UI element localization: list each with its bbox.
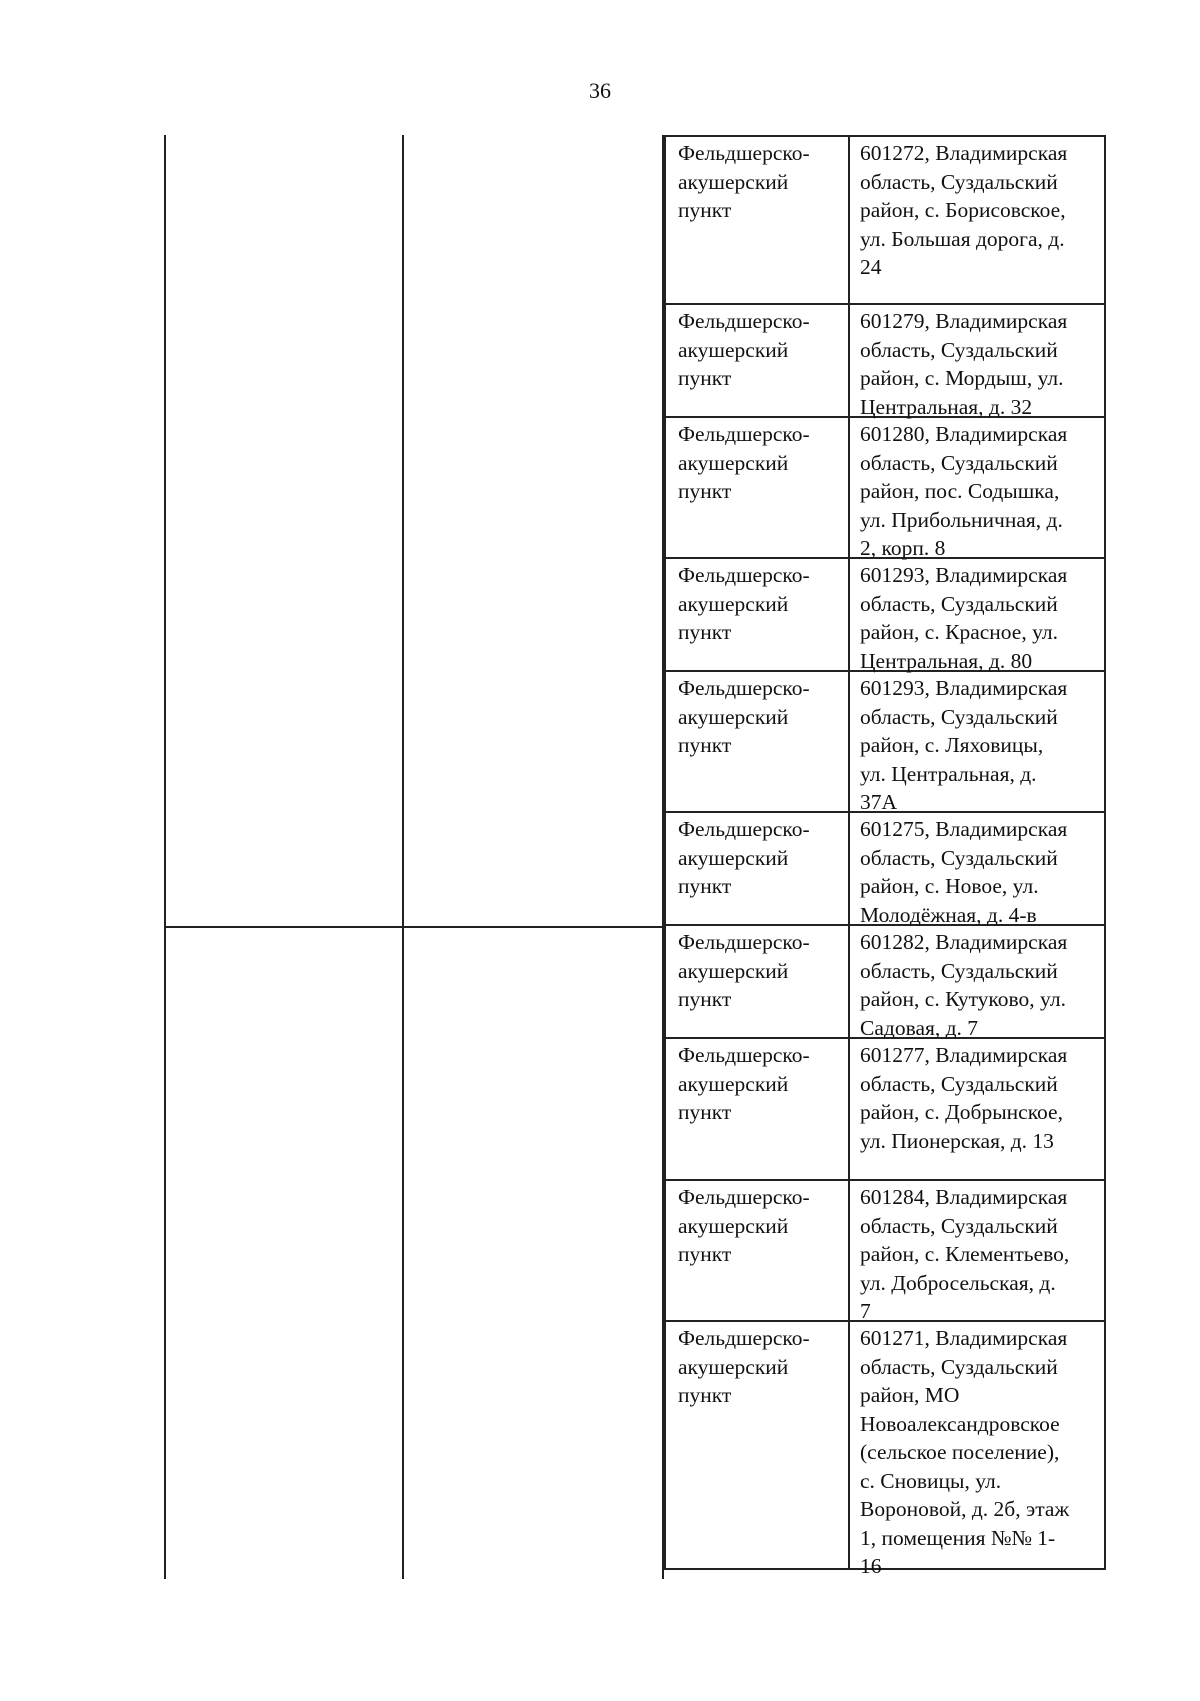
facility-address-line: 601271, Владимирская — [860, 1326, 1068, 1350]
facility-address-line: район, с. Ляховицы, — [860, 733, 1044, 757]
facility-type-cell — [666, 418, 850, 557]
table-row — [664, 1320, 1106, 1578]
facility-address-line: область, Суздальский — [860, 1071, 1058, 1096]
facility-address-line: 601279, Владимирская — [860, 309, 1068, 333]
facility-address-line: ул. Центральная, д. — [860, 761, 1037, 786]
facility-type-line: акушерский — [678, 845, 789, 870]
facility-address-line: область, Суздальский — [860, 450, 1058, 475]
facility-address-line: 7 — [860, 1299, 871, 1323]
facility-address-cell — [850, 1039, 1104, 1179]
facility-address-line: 601280, Владимирская — [860, 422, 1068, 446]
facility-type-line: Фельдшерско- — [678, 1326, 810, 1350]
facility-address-line: район, с. Новое, ул. — [860, 874, 1039, 898]
facility-type-line: пункт — [678, 1100, 732, 1124]
facility-type-line: Фельдшерско- — [678, 930, 810, 954]
facility-type-line: пункт — [678, 733, 732, 757]
facility-type-line: пункт — [678, 198, 732, 222]
facility-address-cell — [850, 672, 1104, 814]
facility-type-line: акушерский — [678, 337, 789, 362]
facility-type-line: акушерский — [678, 591, 789, 616]
facility-type-cell — [666, 1322, 850, 1568]
facility-type-cell — [666, 1039, 850, 1179]
facility-address-line: Новоалександровское — [860, 1411, 1060, 1436]
facility-address-cell — [850, 137, 1104, 303]
facility-address-line: область, Суздальский — [860, 337, 1058, 362]
facility-type-line: акушерский — [678, 1071, 789, 1096]
facility-type-line: Фельдшерско- — [678, 141, 810, 165]
table-row — [664, 811, 1106, 927]
table-row — [664, 416, 1106, 560]
table-row — [664, 303, 1106, 419]
facility-address-line: 2, корп. 8 — [860, 536, 946, 560]
facility-address-line: район, с. Клементьево, — [860, 1242, 1070, 1266]
facility-type-cell — [666, 813, 850, 924]
facility-type-cell — [666, 926, 850, 1037]
facility-address-line: Центральная, д. 32 — [860, 394, 1033, 419]
group-divider-line — [164, 926, 664, 928]
facility-address-line: область, Суздальский — [860, 1213, 1058, 1238]
facility-address-cell — [850, 926, 1104, 1040]
facility-address-line: район, с. Кутуково, ул. — [860, 987, 1066, 1011]
facility-address-line: область, Суздальский — [860, 958, 1058, 983]
table-row — [664, 1179, 1106, 1323]
facility-type-line: Фельдшерско- — [678, 1185, 810, 1209]
facility-address-line: район, с. Мордыш, ул. — [860, 366, 1064, 390]
facility-type-line: Фельдшерско- — [678, 1043, 810, 1067]
facility-address-line: с. Сновицы, ул. — [860, 1468, 1002, 1493]
facility-type-line: акушерский — [678, 1354, 789, 1379]
facility-address-line: 1, помещения №№ 1- — [860, 1525, 1056, 1550]
facility-type-line: Фельдшерско- — [678, 422, 810, 446]
facility-type-line: акушерский — [678, 958, 789, 983]
facility-address-line: Садовая, д. 7 — [860, 1015, 979, 1040]
facility-address-cell — [850, 1322, 1104, 1578]
facility-address-cell — [850, 559, 1104, 673]
facility-address-line: 601272, Владимирская — [860, 141, 1068, 165]
table-row — [664, 924, 1106, 1040]
facility-type-cell — [666, 1181, 850, 1320]
facility-address-cell — [850, 305, 1104, 419]
facility-address-line: Вороновой, д. 2б, этаж — [860, 1497, 1070, 1521]
facility-type-cell — [666, 137, 850, 303]
facility-type-line: пункт — [678, 987, 732, 1011]
facility-type-cell — [666, 559, 850, 670]
facility-address-line: область, Суздальский — [860, 704, 1058, 729]
facility-type-cell — [666, 305, 850, 416]
facility-address-line: 601282, Владимирская — [860, 930, 1068, 954]
facility-type-line: пункт — [678, 479, 732, 503]
facility-address-line: ул. Добросельская, д. — [860, 1270, 1056, 1295]
facility-type-line: акушерский — [678, 450, 789, 475]
facility-address-line: ул. Прибольничная, д. — [860, 507, 1063, 532]
facility-address-line: (сельское поселение), — [860, 1440, 1060, 1464]
facility-type-line: Фельдшерско- — [678, 676, 810, 700]
facility-type-line: пункт — [678, 620, 732, 644]
facility-address-cell — [850, 813, 1104, 927]
facility-address-line: область, Суздальский — [860, 845, 1058, 870]
page-number: 36 — [589, 78, 611, 103]
facility-address-line: район, с. Добрынское, — [860, 1100, 1063, 1124]
table-row — [664, 1037, 1106, 1179]
facility-address-line: район, с. Борисовское, — [860, 198, 1066, 222]
facility-address-line: ул. Пионерская, д. 13 — [860, 1128, 1054, 1153]
facility-type-line: акушерский — [678, 169, 789, 194]
facility-type-line: акушерский — [678, 1213, 789, 1238]
facility-address-line: Молодёжная, д. 4-в — [860, 902, 1037, 927]
facility-address-line: 16 — [860, 1554, 882, 1578]
facility-address-cell — [850, 418, 1104, 560]
facility-address-line: область, Суздальский — [860, 169, 1058, 194]
facility-type-line: пункт — [678, 874, 732, 898]
facility-type-line: Фельдшерско- — [678, 309, 810, 333]
facility-address-line: 601277, Владимирская — [860, 1043, 1068, 1067]
facility-type-line: акушерский — [678, 704, 789, 729]
facility-table — [664, 135, 1106, 1578]
facility-address-line: ул. Большая дорога, д. — [860, 226, 1065, 251]
facility-address-cell — [850, 1181, 1104, 1323]
facility-type-line: пункт — [678, 366, 732, 390]
facility-address-line: 601293, Владимирская — [860, 563, 1068, 587]
table-row — [664, 135, 1106, 303]
table-row — [664, 670, 1106, 814]
facility-address-line: область, Суздальский — [860, 591, 1058, 616]
facility-address-line: район, с. Красное, ул. — [860, 620, 1058, 644]
facility-address-line: область, Суздальский — [860, 1354, 1058, 1379]
facility-address-line: 601284, Владимирская — [860, 1185, 1068, 1209]
facility-type-line: Фельдшерско- — [678, 817, 810, 841]
facility-address-line: район, МО — [860, 1383, 960, 1407]
facility-address-line: район, пос. Содышка, — [860, 479, 1060, 503]
facility-address-line: 24 — [860, 255, 882, 279]
facility-address-line: Центральная, д. 80 — [860, 648, 1033, 673]
table-row — [664, 557, 1106, 673]
facility-type-line: пункт — [678, 1383, 732, 1407]
facility-address-line: 37А — [860, 790, 898, 814]
left-column-border-2 — [402, 135, 404, 1579]
facility-type-line: Фельдшерско- — [678, 563, 810, 587]
facility-address-line: 601275, Владимирская — [860, 817, 1068, 841]
facility-type-line: пункт — [678, 1242, 732, 1266]
facility-address-line: 601293, Владимирская — [860, 676, 1068, 700]
left-column-border-1 — [164, 135, 166, 1579]
facility-type-cell — [666, 672, 850, 811]
